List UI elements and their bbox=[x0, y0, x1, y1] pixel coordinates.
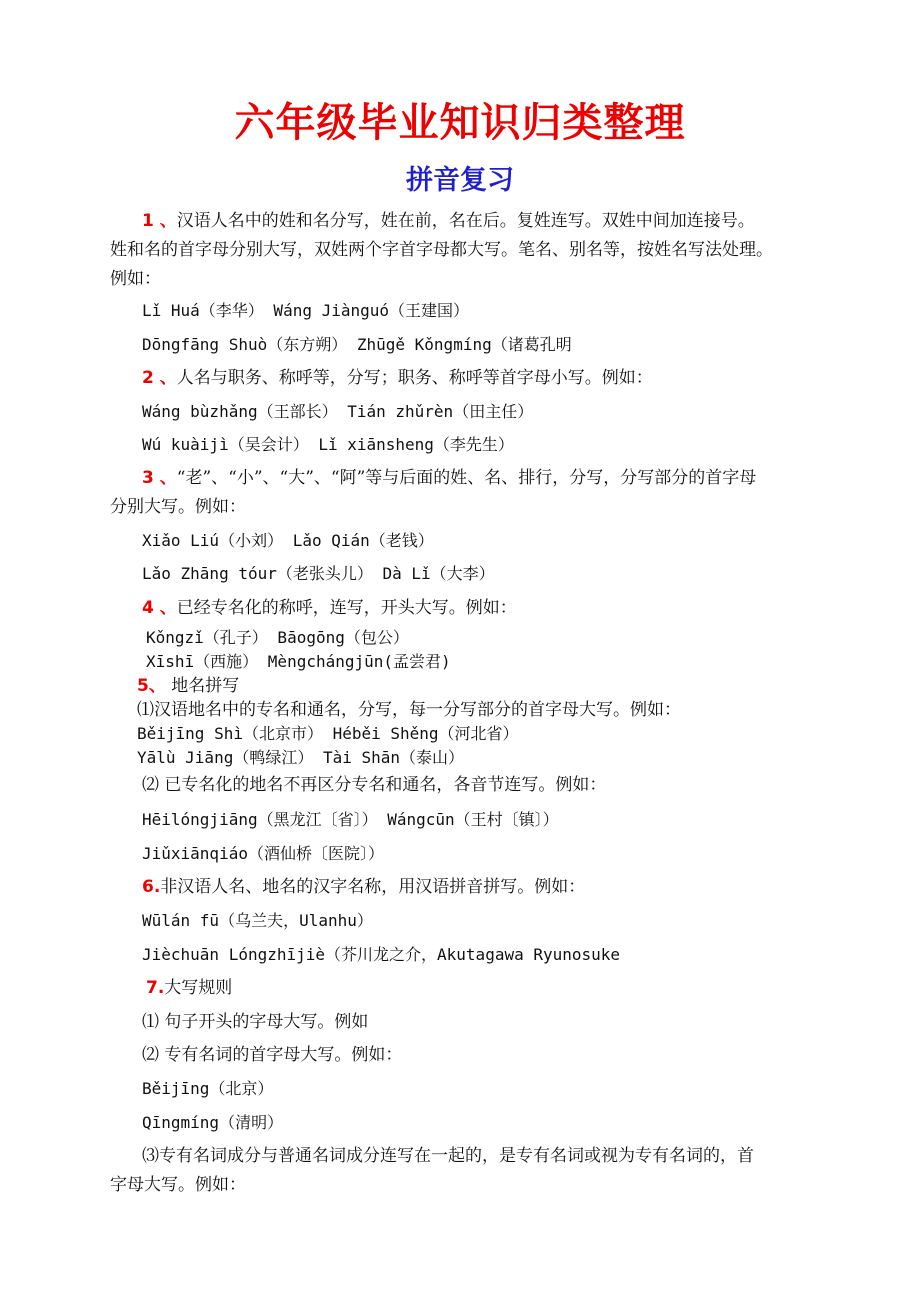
rule-separator: 、 bbox=[153, 468, 177, 488]
note-line: ⑵ 专有名词的首字母大写。例如： bbox=[142, 1045, 403, 1065]
rule-4-line-1 bbox=[142, 596, 517, 620]
example-line: Dōngfāng Shuò（东方朔） Zhūgě Kǒngmíng（诸葛孔明 bbox=[142, 335, 572, 354]
rule-number: 4 bbox=[142, 598, 154, 618]
example-line: Jiǔxiānqiáo（酒仙桥〔医院〕） bbox=[142, 844, 384, 863]
rule-5-line-1 bbox=[137, 674, 239, 698]
example-line: Hēilóngjiāng（黑龙江〔省〕） Wángcūn（王村〔镇〕） bbox=[142, 810, 559, 829]
rule-7-line-1 bbox=[146, 976, 232, 1000]
note-line: ⑵ 已专名化的地名不再区分专名和通名，各音节连写。例如： bbox=[142, 775, 607, 795]
rule-text: 大写规则 bbox=[164, 978, 233, 998]
rule-1-line-2: 姓和名的首字母分别大写，双姓两个字首字母都大写。笔名、别名等，按姓名写法处理。 bbox=[110, 240, 773, 260]
example-line: Lǎo Zhāng tóur（老张头儿） Dà Lǐ（大李） bbox=[142, 564, 495, 583]
rule-6-line-1 bbox=[142, 875, 585, 899]
rule-number: 3 bbox=[142, 468, 154, 488]
rule-text: 非汉语人名、地名的汉字名称，用汉语拼音拼写。例如： bbox=[160, 877, 586, 897]
rule-number: 6. bbox=[142, 877, 161, 897]
rule-separator: 、 bbox=[148, 676, 166, 696]
rule-separator: 、 bbox=[153, 211, 177, 231]
example-line: Xīshī（西施） Mèngchángjūn(孟尝君) bbox=[146, 652, 451, 671]
note-line: 字母大写。例如： bbox=[110, 1175, 246, 1195]
rule-text: 地名拼写 bbox=[165, 676, 240, 696]
example-line: Qīngmíng（清明） bbox=[142, 1113, 284, 1132]
document-title: 六年级毕业知识归类整理 bbox=[234, 100, 686, 146]
example-line: Yālù Jiāng（鸭绿江） Tài Shān（泰山） bbox=[137, 748, 465, 767]
example-line: Wūlán fū（乌兰夫，Ulanhu） bbox=[142, 911, 373, 930]
example-line: Wáng bùzhǎng（王部长） Tián zhǔrèn（田主任） bbox=[142, 402, 534, 421]
rule-separator: 、 bbox=[153, 368, 177, 388]
example-line: Lǐ Huá（李华） Wáng Jiànguó（王建国） bbox=[142, 301, 470, 320]
rule-3-line-1 bbox=[142, 466, 756, 490]
rule-number: 1 bbox=[142, 211, 154, 231]
rule-number: 7. bbox=[146, 978, 165, 998]
rule-3-line-2: 分别大写。例如： bbox=[110, 497, 246, 517]
rule-number: 2 bbox=[142, 368, 154, 388]
example-line: Kǒngzǐ（孔子） Bāogōng（包公） bbox=[146, 628, 409, 647]
rule-text: 汉语人名中的姓和名分写，姓在前，名在后。复姓连写。双姓中间加连接号。 bbox=[176, 211, 755, 231]
example-line: Běijīng Shì（北京市） Héběi Shěng（河北省） bbox=[137, 724, 519, 743]
rule-number: 5 bbox=[137, 676, 149, 696]
rule-text: 已经专名化的称呼，连写，开头大写。例如： bbox=[176, 598, 517, 618]
rule-separator: 、 bbox=[153, 598, 177, 618]
example-line: Jièchuān Lóngzhījiè（芥川龙之介，Akutagawa Ryunosuke bbox=[142, 945, 621, 964]
rule-text: “老”、“小”、“大”、“阿”等与后面的姓、名、排行，分写，分写部分的首字母 bbox=[176, 468, 757, 488]
note-line: ⑴ 句子开头的字母大写。例如 bbox=[142, 1012, 369, 1032]
rule-1-line-3: 例如： bbox=[110, 269, 161, 289]
rule-2-line-1 bbox=[142, 366, 653, 390]
rule-1-line-1 bbox=[142, 209, 755, 233]
note-line: ⑶专有名词成分与普通名词成分连写在一起的，是专有名词或视为专有名词的，首 bbox=[142, 1146, 754, 1166]
example-line: Wú kuàijì（吴会计） Lǐ xiānsheng（李先生） bbox=[142, 435, 514, 454]
example-line: Xiǎo Liú（小刘） Lǎo Qián（老钱） bbox=[142, 531, 434, 550]
example-line: Běijīng（北京） bbox=[142, 1079, 274, 1098]
note-line: ⑴汉语地名中的专名和通名，分写，每一分写部分的首字母大写。例如： bbox=[137, 700, 681, 720]
rule-text: 人名与职务、称呼等，分写；职务、称呼等首字母小写。例如： bbox=[176, 368, 653, 388]
section-heading: 拼音复习 bbox=[406, 165, 514, 196]
